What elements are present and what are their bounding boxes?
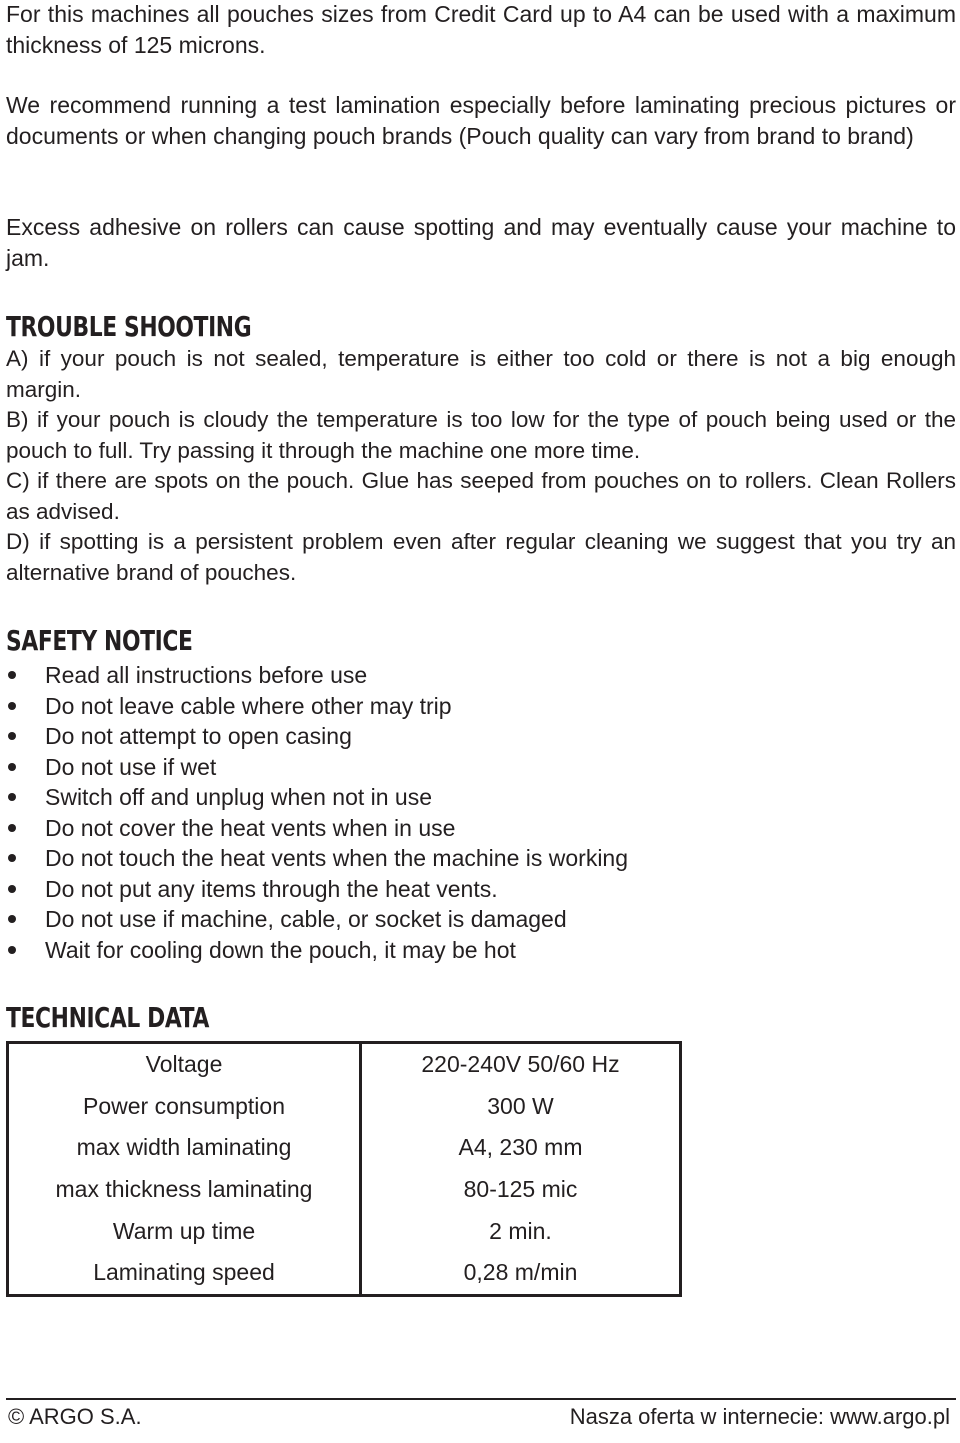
spec-value: 2 min. xyxy=(489,1217,552,1244)
list-item xyxy=(6,782,956,813)
spec-value: A4, 230 mm xyxy=(458,1134,583,1161)
bullet-icon xyxy=(8,732,16,740)
spec-label: Voltage xyxy=(8,1043,361,1086)
list-item xyxy=(6,935,956,966)
spec-value: 300 W xyxy=(487,1092,554,1119)
footer-copyright: © ARGO S.A. xyxy=(8,1404,142,1429)
list-item xyxy=(6,904,956,935)
bullet-icon xyxy=(8,854,16,862)
table-row xyxy=(8,1210,681,1252)
safety-item-text: Do not touch the heat vents when the machine is working xyxy=(45,845,629,871)
technical-data-heading: TECHNICAL DATA xyxy=(6,1001,209,1034)
safety-item-text: Do not use if machine, cable, or socket is damaged xyxy=(45,906,567,932)
trouble-item-c: C) if there are spots on the pouch. Glue has seeped from pouches on to rollers. Clean Rollers as advised. xyxy=(6,468,956,524)
bullet-icon xyxy=(8,885,16,893)
technical-data-table xyxy=(6,1041,682,1297)
list-item xyxy=(6,874,956,905)
table-row xyxy=(8,1043,681,1086)
list-item xyxy=(6,660,956,691)
footer-website-text: Nasza oferta w internecie: www.argo.pl xyxy=(569,1404,950,1429)
footer-divider xyxy=(6,1398,956,1400)
table-row xyxy=(8,1127,681,1169)
safety-item-text: Do not put any items through the heat vents. xyxy=(45,875,498,902)
safety-notice-heading: SAFETY NOTICE xyxy=(6,624,193,657)
safety-item-text: Switch off and unplug when not in use xyxy=(45,784,433,810)
spec-label: max thickness laminating xyxy=(8,1169,361,1211)
safety-item-text: Do not cover the heat vents when in use xyxy=(45,814,456,841)
spec-value: 80-125 mic xyxy=(463,1176,578,1203)
safety-item-text: Do not leave cable where other may trip xyxy=(45,692,452,719)
trouble-item-b: B) if your pouch is cloudy the temperature is too low for the type of pouch being used or the pouch to full. Try passing it through the machine one more time. xyxy=(6,407,956,463)
list-item xyxy=(6,691,956,722)
safety-item-text: Do not attempt to open casing xyxy=(45,723,352,749)
bullet-icon xyxy=(8,793,16,801)
spec-label: Warm up time xyxy=(8,1210,361,1252)
list-item xyxy=(6,752,956,783)
safety-notice-list xyxy=(6,660,956,965)
safety-item-text: Wait for cooling down the pouch, it may be hot xyxy=(45,936,516,963)
intro-paragraph-excess-adhesive: Excess adhesive on rollers can cause spotting and may eventually cause your machine to jam. xyxy=(6,214,956,271)
list-item xyxy=(6,721,956,752)
spec-value: 0,28 m/min xyxy=(463,1259,578,1286)
bullet-icon xyxy=(8,702,16,710)
bullet-icon xyxy=(8,946,16,954)
safety-item-text: Do not use if wet xyxy=(45,753,217,780)
trouble-item-d: D) if spotting is a persistent problem even after regular cleaning we suggest that you try an alternative brand of pouches. xyxy=(6,529,956,585)
spec-label: Power consumption xyxy=(8,1086,361,1128)
trouble-shooting-section xyxy=(6,344,956,588)
bullet-icon xyxy=(8,915,16,923)
bullet-icon xyxy=(8,824,16,832)
spec-value: 220-240V 50/60 Hz xyxy=(421,1051,620,1078)
bullet-icon xyxy=(8,671,16,679)
safety-item-text: Read all instructions before use xyxy=(45,662,368,688)
table-row xyxy=(8,1252,681,1295)
trouble-item-a: A) if your pouch is not sealed, temperature is either too cold or there is not a big enough margin. xyxy=(6,346,956,402)
trouble-shooting-heading: TROUBLE SHOOTING xyxy=(6,310,252,343)
spec-label: max width laminating xyxy=(8,1127,361,1169)
spec-label: Laminating speed xyxy=(8,1252,361,1295)
table-row xyxy=(8,1169,681,1211)
list-item xyxy=(6,843,956,874)
bullet-icon xyxy=(8,763,16,771)
intro-paragraph-pouch-sizes: For this machines all pouches sizes from Credit Card up to A4 can be used with a maximum thickness of 125 microns. xyxy=(6,1,956,58)
list-item xyxy=(6,813,956,844)
intro-paragraph-test-lamination: We recommend running a test lamination especially before laminating precious pictures or documents or when changing pouch brands (Pouch quality can vary from brand to brand) xyxy=(6,92,956,149)
table-row xyxy=(8,1086,681,1128)
